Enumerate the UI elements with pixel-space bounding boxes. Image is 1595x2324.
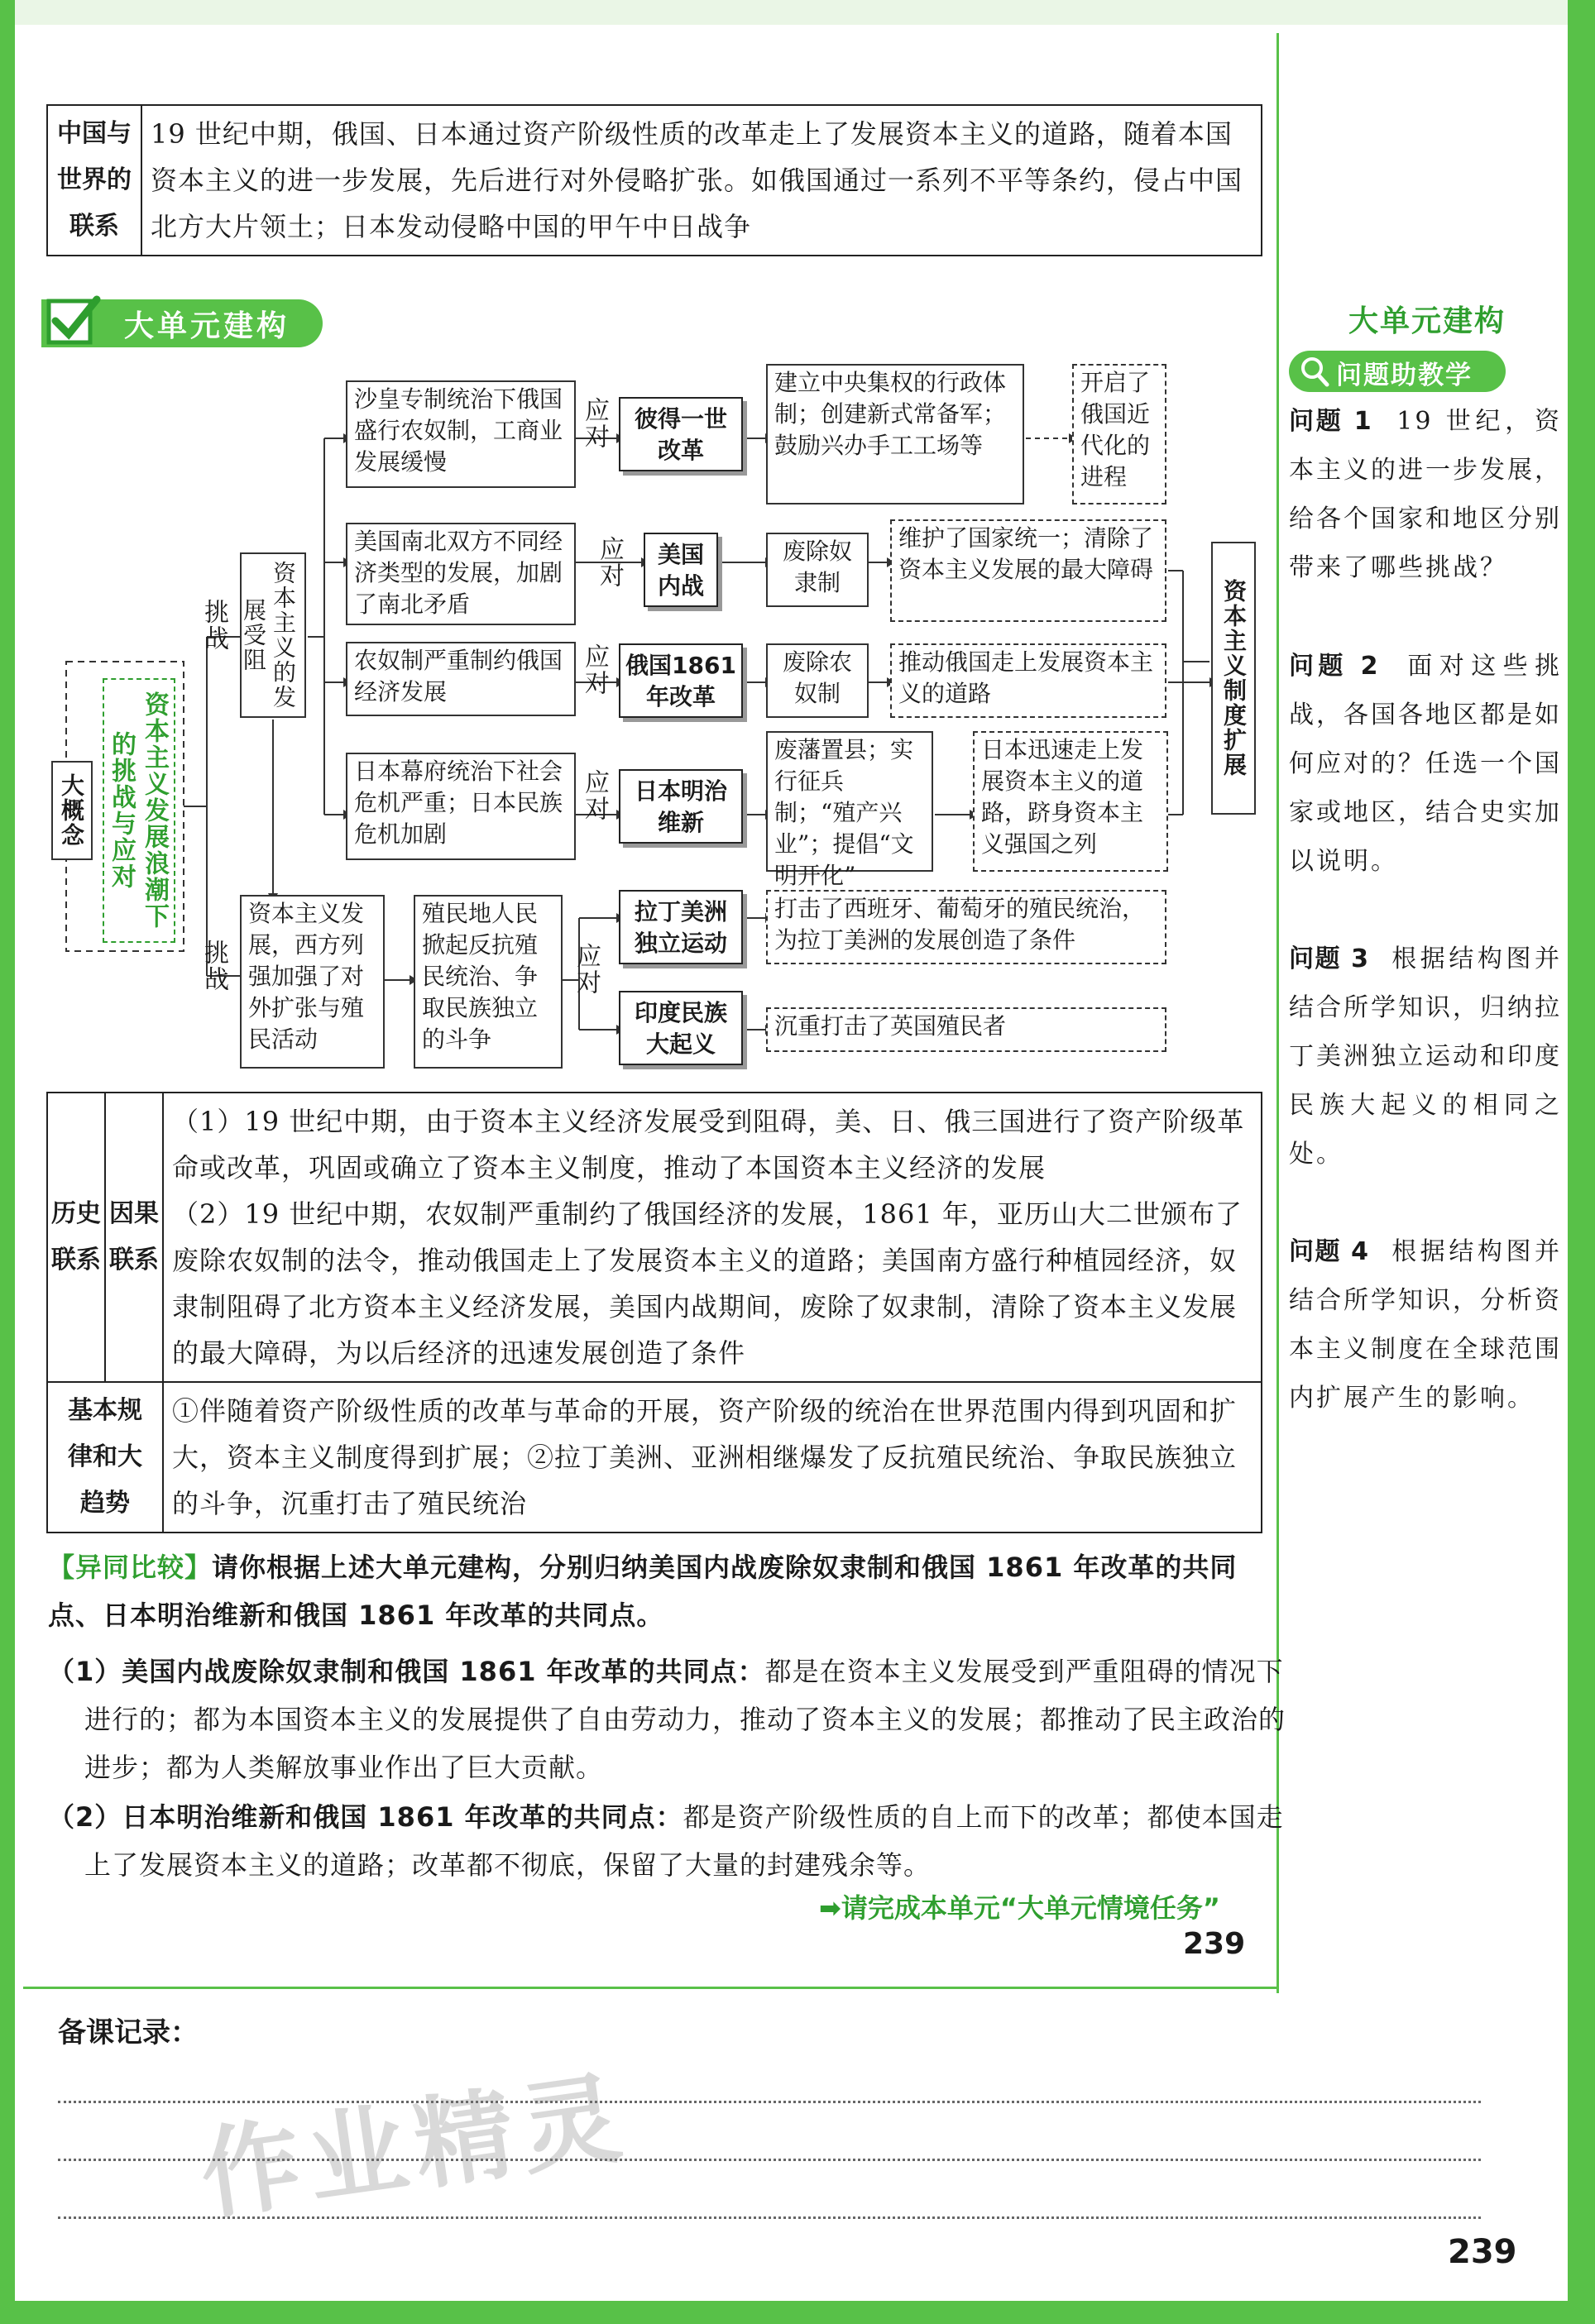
- relation-label: 中国与世界的联系: [47, 105, 141, 256]
- answer-2-head: （2）日本明治维新和俄国 1861 年改革的共同点：: [48, 1801, 683, 1833]
- q4-num: 问题 4: [1289, 1237, 1368, 1266]
- law-label: 基本规律和大趋势: [47, 1382, 163, 1533]
- cause-box-1: 沙皇专制统治下俄国盛行农奴制，工商业发展缓慢: [346, 380, 576, 488]
- cause-box-2: 美国南北双方不同经济类型的发展，加剧了南北矛盾: [346, 523, 576, 625]
- expansion-box: 资本主义制度扩展: [1211, 542, 1256, 815]
- event-box-2: 美国内战: [644, 533, 718, 607]
- measure-box-3: 废除农奴制: [766, 643, 869, 718]
- respond-label-4: 应对: [580, 769, 609, 822]
- struggle-box: 殖民地人民掀起反抗殖民统治、争取民族独立的斗争: [414, 895, 563, 1069]
- event-box-latin: 拉丁美洲独立运动: [619, 890, 743, 964]
- event-box-4: 日本明治维新: [619, 769, 743, 844]
- sidebar-bar-text: 问题助教学: [1336, 361, 1473, 390]
- question-3: [1289, 935, 1562, 1179]
- lower-cause-box: 资本主义发展，西方列强加强了对外扩张与殖民活动: [240, 895, 385, 1069]
- measure-box-4: 废藩置县；实行征兵制；“殖产兴业”；提倡“文明开化”: [766, 731, 933, 872]
- q2-text: 面对这些挑战，各国各地区都是如何应对的？任选一个国家或地区，结合史实加以说明。: [1289, 652, 1563, 876]
- law-text: ①伴随着资产阶级性质的改革与革命的开展，资产阶级的统治在世界范围内得到巩固和扩大，资本主义制度得到扩展；②拉丁美洲、亚洲相继爆发了反抗殖民统治、争取民族独立的斗争，沉重打击了殖民统治: [163, 1382, 1262, 1533]
- watermark: 作业精灵: [194, 2060, 636, 2235]
- history-p1: （1）19 世纪中期，由于资本主义经济发展受到阻碍，美、日、俄三国进行了资产阶级革命或改革，巩固或确立了资本主义制度，推动了本国资本主义经济的发展: [172, 1106, 1245, 1184]
- section-title: 大单元建构: [124, 309, 290, 343]
- measure-box-1: 建立中央集权的行政体制；创建新式常备军；鼓励兴办手工工场等: [766, 364, 1024, 504]
- q3-text: 根据结构图并结合所学知识，归纳拉丁美洲独立运动和印度民族大起义的相同之处。: [1289, 944, 1562, 1169]
- answer-1-text: 都是在资本主义发展受到严重阻碍的情况下进行的；都为本国资本主义的发展提供了自由劳动力，推动了资本主义的发展；都推动了民主政治的进步；都为人类解放事业作出了巨大贡献。: [84, 1656, 1286, 1783]
- history-label: 历史联系: [47, 1093, 105, 1382]
- blocked-box: 资本主义的发展受阻: [240, 552, 306, 718]
- cause-label: 因果联系: [105, 1093, 163, 1382]
- q2-num: 问题 2: [1289, 652, 1378, 681]
- respond-label-2: 应对: [595, 536, 624, 589]
- challenge-label-2: 挑战: [199, 940, 228, 992]
- notes-label: 备课记录：: [58, 2016, 199, 2049]
- relation-text: 19 世纪中期，俄国、日本通过资产阶级性质的改革走上了发展资本主义的道路，随着本国资本主义的进一步发展，先后进行对外侵略扩张。如俄国通过一系列不平等条约，侵占中国北方大片领土；日本发动侵略中国的甲午中日战争: [141, 105, 1262, 256]
- compare-question-text: 请你根据上述大单元建构，分别归纳美国内战废除奴隶制和俄国 1861 年改革的共同点、日本明治维新和俄国 1861 年改革的共同点。: [48, 1552, 1238, 1631]
- compare-question: [48, 1543, 1256, 1639]
- cause-box-4: 日本幕府统治下社会危机严重；日本民族危机加剧: [346, 753, 576, 860]
- q1-num: 问题 1: [1289, 407, 1372, 436]
- sidebar-title: 大单元建构: [1348, 304, 1506, 338]
- q4-text: 根据结构图并结合所学知识，分析资本主义制度在全球范围内扩展产生的影响。: [1289, 1237, 1562, 1413]
- respond-label-1: 应对: [580, 397, 609, 450]
- result-box-1: 开启了俄国近代化的进程: [1072, 364, 1166, 504]
- page-number-inner: 239: [1183, 1927, 1246, 1961]
- event-box-3: 俄国1861年改革: [619, 643, 743, 718]
- result-box-india: 沉重打击了英国殖民者: [766, 1007, 1166, 1052]
- result-box-3: 推动俄国走上发展资本主义的道路: [890, 643, 1166, 718]
- history-table: [46, 1092, 1262, 1533]
- compare-answer-1: [48, 1647, 1292, 1791]
- compare-answer-2: [48, 1793, 1292, 1889]
- question-1: [1289, 397, 1562, 592]
- measure-box-2: 废除奴隶制: [766, 533, 869, 607]
- magnifier-icon: [1299, 356, 1330, 387]
- respond-label-5: 应对: [572, 943, 601, 996]
- result-box-4: 日本迅速走上发展资本主义的道路，跻身资本主义强国之列: [973, 731, 1168, 872]
- theme-box: 资本主义发展浪潮下的挑战与应对: [103, 678, 175, 943]
- respond-label-3: 应对: [580, 643, 609, 696]
- result-box-latin: 打击了西班牙、葡萄牙的殖民统治，为拉丁美洲的发展创造了条件: [766, 890, 1166, 964]
- right-border: [1568, 0, 1595, 2324]
- notes-divider: [23, 1987, 1279, 1989]
- q1-text: 19 世纪，资本主义的进一步发展，给各个国家和地区分别带来了哪些挑战？: [1289, 407, 1562, 582]
- history-p2: （2）19 世纪中期，农奴制严重制约了俄国经济的发展，1861 年，亚历山大二世颁布了废除农奴制的法令，推动俄国走上了发展资本主义的道路；美国南方盛行种植园经济，奴隶制阻碍了北方资本主义经济发展，美国内战期间，废除了奴隶制，清除了资本主义发展的最大障碍，为以后经济的迅速发展创造了条件: [172, 1198, 1243, 1369]
- page-number: 239: [1448, 2233, 1517, 2271]
- q3-num: 问题 3: [1289, 944, 1368, 973]
- result-box-2: 维护了国家统一；清除了资本主义发展的最大障碍: [890, 519, 1166, 622]
- question-2: [1289, 642, 1562, 886]
- compare-tag: 【异同比较】: [48, 1552, 213, 1583]
- cause-box-3: 农奴制严重制约俄国经济发展: [346, 642, 576, 716]
- event-box-india: 印度民族大起义: [619, 991, 743, 1065]
- challenge-label-1: 挑战: [199, 599, 228, 652]
- big-concept-box: 大概念: [51, 761, 93, 860]
- event-box-1: 彼得一世改革: [619, 397, 743, 471]
- question-4: [1289, 1227, 1562, 1423]
- bottom-border: [0, 2301, 1595, 2324]
- answer-1-head: （1）美国内战废除奴隶制和俄国 1861 年改革的共同点：: [48, 1656, 765, 1687]
- answer-2-text: 都是资产阶级性质的自上而下的改革；都使本国走上了发展资本主义的道路；改革都不彻底，保留了大量的封建残余等。: [84, 1801, 1284, 1881]
- task-link[interactable]: ➡请完成本单元“大单元情境任务”: [819, 1892, 1220, 1924]
